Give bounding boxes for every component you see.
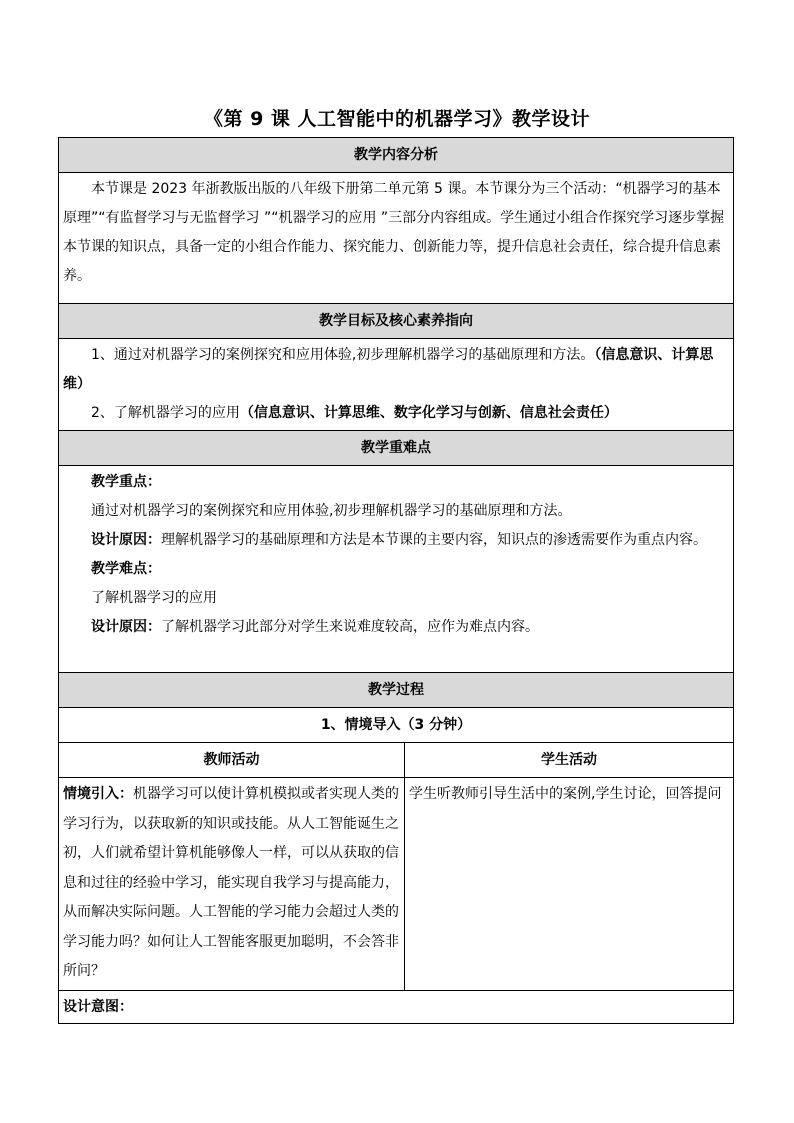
step1-title: 1、情境导入（3 分钟） (59, 708, 734, 743)
activity-content-row (59, 778, 734, 991)
activity-columns-row (59, 743, 734, 778)
teacher-activity-header: 教师活动 (59, 743, 405, 778)
difficulty-reason (63, 613, 729, 642)
design-intent-label: 设计意图： (63, 998, 133, 1015)
difficulty-reason-text: 了解机器学习此部分对学生来说难度较高，应作为难点内容。 (161, 619, 539, 635)
objective-item-2 (63, 399, 729, 428)
objectives-heading: 教学目标及核心素养指向 (59, 304, 734, 339)
key-points-heading: 教学重难点 (59, 431, 734, 466)
objective-item-1 (63, 341, 729, 399)
content-analysis-header-row (59, 138, 734, 173)
objectives-row (59, 339, 734, 431)
difficulty-reason-label: 设计原因： (91, 619, 161, 635)
process-heading: 教学过程 (59, 673, 734, 708)
objective-item-2-competency: （信息意识、计算思维、数字化学习与创新、信息社会责任） (239, 405, 618, 421)
key-points-header-row (59, 431, 734, 466)
focus-text: 通过对机器学习的案例探究和应用体验,初步理解机器学习的基础原理和方法。 (91, 503, 572, 519)
content-analysis-row (59, 173, 734, 304)
focus-reason-label: 设计原因： (91, 532, 161, 548)
student-activity-header: 学生活动 (405, 743, 734, 778)
objective-item-1-competency: （信息意识、计算思维） (63, 347, 714, 392)
focus-label: 教学重点： (91, 474, 161, 490)
student-activity-text: 学生听教师引导生活中的案例,学生讨论，回答提问 (409, 786, 722, 802)
key-points-cell (59, 466, 734, 673)
difficulty-text: 了解机器学习的应用 (91, 590, 217, 606)
process-header-row (59, 673, 734, 708)
content-analysis-heading: 教学内容分析 (59, 138, 734, 173)
key-points-row (59, 466, 734, 673)
teacher-activity-text (63, 780, 400, 987)
focus-reason-text: 理解机器学习的基础原理和方法是本节课的主要内容，知识点的渗透需要作为重点内容。 (161, 532, 707, 548)
design-intent-cell (59, 991, 734, 1024)
focus-reason (63, 526, 729, 555)
objective-item-2-text: 2、了解机器学习的应用 (91, 405, 240, 421)
objectives-header-row (59, 304, 734, 339)
teacher-activity-body: 机器学习可以使计算机模拟或者实现人类的学习行为，以获取新的知识或技能。从人工智能诞生之初，人们就希望计算机能够像人一样，可以从获取的信息和过往的经验中学习，能实现自我学习与提高能力，从而解决实际问题。人工智能的学习能力会超过人类的学习能力吗？如何让人工智能客服更加聪明，不会答非所问？ (63, 786, 399, 979)
design-intent-row (59, 991, 734, 1024)
objective-item-1-text: 1、通过对机器学习的案例探究和应用体验,初步理解机器学习的基础原理和方法。 (91, 347, 595, 363)
objectives-cell (59, 339, 734, 431)
student-activity-cell (405, 778, 734, 991)
teacher-activity-label: 情境引入： (63, 786, 133, 802)
lesson-plan-table (58, 137, 734, 1024)
teacher-activity-cell (59, 778, 405, 991)
content-analysis-cell (59, 173, 734, 304)
page-title: 《第 9 课 人工智能中的机器学习》教学设计 (203, 108, 591, 130)
content-analysis-text: 本节课是 2023 年浙教版出版的八年级下册第二单元第 5 课。本节课分为三个活动：“机器学习的基本原理”“有监督学习与无监督学习 ”“机器学习的应用 ”三部分内容组成。学生通过小组合作探究学习逐步掌握本节课的知识点，具备一定的小组合作能力、探究能力、创新能力等，提升信息社会责任，综合提升信息素养。 (63, 181, 725, 284)
step1-title-row (59, 708, 734, 743)
difficulty-label: 教学难点： (91, 561, 161, 577)
